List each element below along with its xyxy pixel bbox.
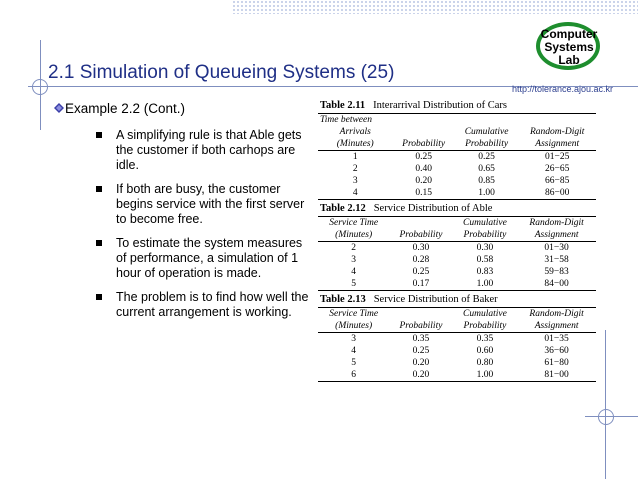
table-row (318, 357, 596, 369)
table-cell: 1 (318, 151, 392, 164)
table-row (318, 175, 596, 187)
table-header-cell: Assignment (534, 230, 579, 240)
table-header-cell: (Minutes) (335, 321, 373, 331)
table-cell: 59−83 (544, 267, 569, 277)
table-cell: 1.00 (453, 278, 518, 291)
table-cell: 0.30 (389, 242, 452, 255)
logo-line-3: Lab (558, 53, 580, 67)
list-item-text: A simplifying rule is that Able gets the customer if both carhops are idle. (116, 128, 302, 172)
list-item-text: If both are busy, the customer begins service with the first server to become free. (116, 182, 305, 226)
table-cell: 3 (318, 333, 389, 346)
able-service-table (318, 216, 596, 291)
table-cell: 0.20 (389, 369, 452, 382)
table-cell: 61−80 (544, 358, 569, 368)
table-header-cell: Cumulative (453, 308, 518, 321)
table-row (318, 369, 596, 382)
table-header-cell: Random-Digit (517, 217, 596, 230)
table-cell: 0.58 (476, 255, 494, 265)
table-header-cell: Random-Digit (530, 127, 585, 137)
table-row (318, 266, 596, 278)
table-row (318, 151, 596, 164)
example-heading: Example 2.2 (Cont.) (65, 101, 186, 116)
table-row (318, 163, 596, 175)
table-header-cell: Assignment (534, 321, 579, 331)
table-header-cell (389, 308, 452, 321)
slide-title: 2.1 Simulation of Queueing Systems (25) (48, 62, 395, 83)
table-row (318, 278, 596, 291)
table-header-cell: (Minutes) (336, 139, 374, 149)
table-header-cell (389, 217, 452, 230)
table-cell: 0.40 (415, 164, 432, 174)
table-cell: 01−30 (517, 242, 596, 255)
diamond-bullet-icon (54, 103, 64, 113)
list-item-text: The problem is to find how well the current arrangement is working. (116, 290, 309, 319)
table-cell: 0.83 (476, 267, 494, 277)
logo-line-1: Computer (540, 27, 598, 41)
table-cell: 31−58 (544, 255, 569, 265)
list-item-text: To estimate the system measures of performance, a simulation of 1 hour of operation is made. (116, 236, 303, 280)
table-row (318, 254, 596, 266)
table-header-cell: (Minutes) (335, 230, 373, 240)
table-cell: 1.00 (453, 369, 518, 382)
table-cell: 0.28 (412, 255, 430, 265)
interarrival-table (318, 113, 596, 200)
table-header-cell: Probability (463, 230, 507, 240)
table-cell: 0.35 (389, 333, 452, 346)
table-caption: Table 2.12 Service Distribution of Able (320, 203, 493, 214)
table-cell: 0.25 (455, 151, 519, 164)
table-cell: 3 (351, 255, 357, 265)
square-bullet-icon (96, 132, 102, 138)
table-header-cell: Cumulative (453, 217, 518, 230)
table-cell: 01−35 (517, 333, 596, 346)
table-header-cell: Assignment (535, 139, 580, 149)
left-frame-circle (32, 79, 48, 95)
table-header-cell (455, 114, 519, 127)
table-cell: 0.17 (389, 278, 452, 291)
table-header-cell: Probability (399, 321, 443, 331)
top-dotted-band (232, 0, 638, 14)
table-cell: 0.30 (453, 242, 518, 255)
table-header-cell: Probability (402, 139, 446, 149)
table-caption: Table 2.11 Interarrival Distribution of Cars (320, 100, 507, 111)
table-cell: 2 (318, 242, 389, 255)
right-frame-line (605, 330, 606, 479)
table-row (318, 242, 596, 255)
bullet-list (92, 128, 310, 329)
table-cell: 26−65 (545, 164, 570, 174)
table-cell: 0.85 (478, 176, 495, 186)
distribution-tables (318, 100, 596, 385)
table-cell: 0.25 (392, 151, 454, 164)
square-bullet-icon (96, 294, 102, 300)
table-cell: 0.80 (476, 358, 494, 368)
table-cell: 36−60 (544, 346, 569, 356)
table-cell: 0.35 (453, 333, 518, 346)
table-cell: 81−00 (517, 369, 596, 382)
table-cell: 6 (318, 369, 389, 382)
baker-service-table (318, 307, 596, 382)
square-bullet-icon (96, 186, 102, 192)
list-item (92, 128, 310, 173)
right-frame-circle (598, 409, 614, 425)
table-cell: 0.15 (392, 187, 454, 200)
table-cell: 0.25 (412, 346, 430, 356)
square-bullet-icon (96, 240, 102, 246)
table-cell: 86−00 (518, 187, 596, 200)
table-cell: 84−00 (517, 278, 596, 291)
table-header-cell: Probability (399, 230, 443, 240)
table-cell: 0.25 (412, 267, 430, 277)
table-header-cell (518, 114, 596, 127)
table-header-cell: Probability (463, 321, 507, 331)
list-item (92, 290, 310, 320)
table-cell: 4 (318, 187, 392, 200)
list-item (92, 236, 310, 281)
table-header-cell (392, 114, 454, 127)
table-cell: 4 (351, 267, 357, 277)
table-cell: 0.60 (476, 346, 494, 356)
table-cell: 4 (351, 346, 357, 356)
site-url: http://tolerance.ajou.ac.kr (512, 84, 614, 94)
table-cell: 3 (352, 176, 358, 186)
table-row (318, 187, 596, 200)
table-cell: 1.00 (455, 187, 519, 200)
table-cell: 2 (352, 164, 358, 174)
table-cell: 5 (351, 358, 357, 368)
computer-systems-lab-logo (532, 20, 606, 72)
table-row (318, 333, 596, 346)
table-caption: Table 2.13 Service Distribution of Baker (320, 294, 498, 305)
table-header-cell: Arrivals (339, 127, 371, 137)
table-cell: 0.65 (478, 164, 495, 174)
logo-line-2: Systems (544, 40, 594, 54)
table-header-cell: Service Time (318, 217, 389, 230)
table-cell: 5 (318, 278, 389, 291)
table-header-cell: Time between (318, 114, 392, 127)
list-item (92, 182, 310, 227)
table-header-cell (392, 126, 454, 138)
table-header-cell: Service Time (318, 308, 389, 321)
table-row (318, 345, 596, 357)
table-header-cell: Cumulative (464, 127, 509, 137)
table-header-cell: Random-Digit (517, 308, 596, 321)
table-header-cell: Probability (465, 139, 509, 149)
table-cell: 0.20 (415, 176, 432, 186)
table-cell: 66−85 (545, 176, 570, 186)
table-cell: 01−25 (518, 151, 596, 164)
table-cell: 0.20 (412, 358, 430, 368)
